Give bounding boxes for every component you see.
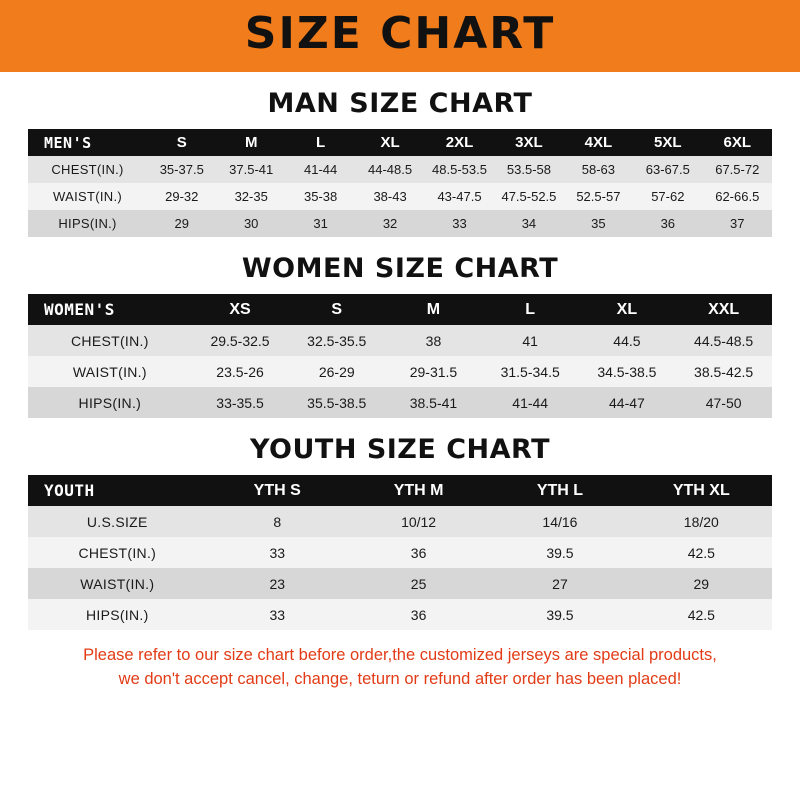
women-col-header: XL [616,300,638,318]
women-cell: 35.5-38.5 [307,394,367,411]
men-cell: 58-63 [581,162,615,177]
youth-cell: 14/16 [542,513,578,530]
men-col-header: 5XL [654,134,682,151]
men-cell: 37.5-41 [229,162,274,177]
women-row-label: WAIST(IN.) [72,363,147,380]
youth-cell: 23 [269,575,286,592]
note-line-1: Please refer to our size chart before order,the customized jerseys are special products, [83,646,717,664]
men-col-header: L [316,134,326,151]
men-cell: 30 [243,216,259,231]
banner-right-fill [770,0,800,72]
women-cell: 47-50 [705,394,742,411]
women-row-label: HIPS(IN.) [78,394,142,411]
women-table-wrap [0,294,800,418]
men-col-header: S [176,134,187,151]
men-cell: 63-67.5 [645,162,690,177]
men-header-row [28,129,772,156]
youth-row-label: HIPS(IN.) [85,606,149,623]
women-cell: 33-35.5 [216,394,264,411]
youth-cell: 29 [693,575,710,592]
men-cell: 32 [382,216,398,231]
men-section-heading: MAN SIZE CHART [267,88,533,119]
order-policy-note [0,644,800,692]
women-cell: 23.5-26 [216,363,264,380]
men-cell: 67.5-72 [715,162,760,177]
women-col-header: XXL [708,300,740,318]
youth-table-head [28,475,772,506]
women-cell: 32.5-35.5 [307,332,367,349]
men-cell: 34 [521,216,537,231]
youth-row-label: WAIST(IN.) [80,575,155,592]
women-cell: 38.5-42.5 [694,363,754,380]
youth-cell: 10/12 [401,513,437,530]
youth-section-heading: YOUTH SIZE CHART [249,434,551,465]
youth-cell: 39.5 [546,606,574,623]
men-cell: 43-47.5 [437,189,482,204]
youth-col-header: YTH M [393,481,444,499]
banner [0,0,800,72]
women-cell: 34.5-38.5 [597,363,657,380]
youth-cell: 42.5 [687,544,715,561]
men-cell: 44-48.5 [368,162,413,177]
men-row-label: CHEST(IN.) [51,162,124,177]
youth-header-row [28,475,772,506]
men-cell: 53.5-58 [506,162,551,177]
women-header-row [28,294,772,325]
men-size-table [28,129,772,237]
men-row-label: WAIST(IN.) [53,189,122,204]
women-cell: 38 [425,332,442,349]
men-cell: 33 [452,216,467,231]
youth-cell: 36 [410,544,427,561]
youth-cell: 25 [410,575,427,592]
women-cell: 41-44 [512,394,549,411]
youth-size-table [28,475,772,630]
women-cell: 38.5-41 [409,394,458,411]
women-col-header: L [525,300,536,318]
youth-cell: 8 [273,513,282,530]
men-cell: 36 [660,216,676,231]
youth-cell: 33 [269,606,286,623]
men-col-header: 3XL [515,134,543,151]
women-col-header: M [426,300,441,318]
men-cell: 35 [591,216,606,231]
women-cell: 41 [522,332,538,349]
men-corner-label: MEN'S [44,133,92,152]
women-table-body [28,325,772,418]
men-cell: 29 [174,216,189,231]
table-row [28,387,772,418]
women-col-header: S [331,300,343,318]
page-title: SIZE CHART [244,8,556,59]
youth-col-header: YTH XL [672,481,730,499]
men-col-header: XL [380,134,400,151]
men-col-header: 4XL [584,134,613,151]
youth-cell: 27 [552,575,568,592]
women-cell: 44.5 [613,332,641,349]
women-row-label: CHEST(IN.) [71,332,149,349]
men-table-head [28,129,772,156]
men-table-body [28,156,772,237]
note-line-2: we don't accept cancel, change, teturn or refund after order has been placed! [118,669,682,688]
men-cell: 35-38 [304,189,338,204]
men-table-wrap [0,129,800,237]
men-cell: 32-35 [234,189,268,204]
table-row [28,568,772,599]
men-cell: 29-32 [165,189,199,204]
banner-center [30,0,770,72]
banner-left-fill [0,0,30,72]
men-row-label: HIPS(IN.) [58,216,117,231]
women-cell: 29.5-32.5 [210,332,270,349]
men-cell: 37 [730,216,745,231]
women-cell: 29-31.5 [409,363,458,380]
women-corner-label: WOMEN'S [44,300,115,319]
men-cell: 47.5-52.5 [501,189,557,204]
men-col-header: 6XL [723,134,752,151]
men-col-header: 2XL [445,134,474,151]
men-cell: 41-44 [304,162,338,177]
youth-cell: 42.5 [687,606,715,623]
men-cell: 31 [313,216,328,231]
youth-corner-label: YOUTH [44,481,95,500]
youth-table-wrap [0,475,800,630]
men-cell: 62-66.5 [715,189,760,204]
women-cell: 44-47 [609,394,645,411]
youth-col-header: YTH S [253,481,301,499]
women-size-table [28,294,772,418]
women-table-head [28,294,772,325]
table-row [28,506,772,537]
table-row [28,325,772,356]
youth-cell: 39.5 [546,544,574,561]
youth-table-body [28,506,772,630]
men-cell: 48.5-53.5 [432,162,487,177]
table-row [28,183,772,210]
youth-row-label: U.S.SIZE [86,513,148,530]
table-row [28,210,772,237]
youth-row-label: CHEST(IN.) [78,544,157,561]
men-col-header: M [244,134,258,151]
youth-cell: 33 [269,544,286,561]
women-col-header: XS [229,300,251,318]
men-cell: 57-62 [651,189,685,204]
men-cell: 38-43 [373,189,407,204]
men-cell: 52.5-57 [576,189,621,204]
women-cell: 44.5-48.5 [694,332,754,349]
youth-col-header: YTH L [536,481,584,499]
table-row [28,156,772,183]
women-section-heading: WOMEN SIZE CHART [241,253,559,284]
table-row [28,599,772,630]
men-cell: 35-37.5 [159,162,204,177]
table-row [28,537,772,568]
women-cell: 26-29 [318,363,355,380]
table-row [28,356,772,387]
women-cell: 31.5-34.5 [500,363,560,380]
youth-cell: 36 [410,606,427,623]
youth-cell: 18/20 [683,513,719,530]
